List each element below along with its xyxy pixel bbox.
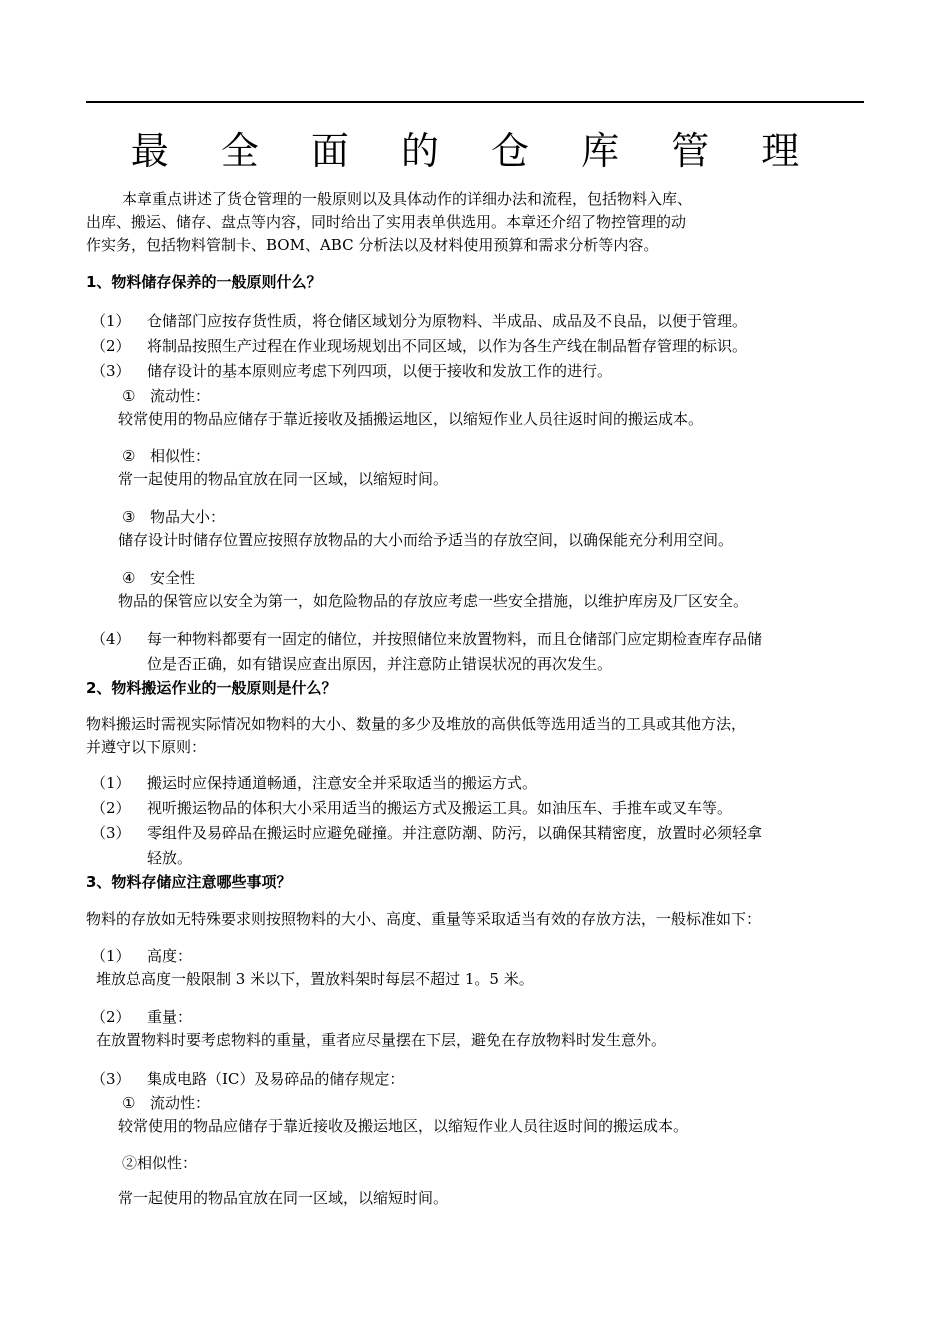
s1-item-3-number: （3）	[91, 362, 131, 380]
s1-sub-3-text: 储存设计时储存位置应按照存放物品的大小而给予适当的存放空间，以确保能充分利用空间。	[118, 531, 734, 549]
s3-item-3-number: （3）	[91, 1070, 131, 1088]
s1-item-2	[91, 336, 747, 356]
s2-item-1	[91, 773, 537, 793]
section-1-heading: 1、物料储存保养的一般原则什么？	[86, 273, 322, 291]
document-title: 最 全 面 的 仓 库 管 理	[130, 129, 820, 173]
s1-sub-4-text: 物品的保管应以安全为第一，如危险物品的存放应考虑一些安全措施，以维护库房及厂区安全。	[118, 592, 749, 610]
s1-sub-3-title: 物品大小：	[150, 508, 226, 526]
s1-sub-3-label	[122, 507, 225, 527]
s3-sub-2-label: ②相似性：	[122, 1154, 198, 1172]
header-rule	[86, 101, 864, 103]
s2-item-3-number: （3）	[91, 824, 131, 842]
s3-item-3-label	[91, 1069, 404, 1089]
intro-line-1: 本章重点讲述了货仓管理的一般原则以及具体动作的详细办法和流程，包括物料入库、	[122, 190, 693, 208]
s1-item-2-text: 将制品按照生产过程在作业现场规划出不同区域，以作为各生产线在制品暂存管理的标识。	[147, 337, 748, 355]
s1-sub-4-marker: ④	[122, 569, 136, 587]
s3-item-3-title: 集成电路（IC）及易碎品的储存规定：	[147, 1070, 405, 1088]
s2-item-3	[91, 823, 762, 843]
s3-item-2-text: 在放置物料时要考虑物料的重量，重者应尽量摆在下层，避免在存放物料时发生意外。	[96, 1031, 667, 1049]
s1-sub-4-label	[122, 568, 195, 588]
s2-item-2-text: 视听搬运物品的体积大小采用适当的搬运方式及搬运工具。如油压车、手推车或叉车等。	[147, 799, 733, 817]
s1-sub-1-label	[122, 386, 210, 406]
s1-item-4-text: 每一种物料都要有一固定的储位，并按照储位来放置物料，而且仓储部门应定期检查库存品储	[147, 630, 763, 648]
s3-paragraph: 物料的存放如无特殊要求则按照物料的大小、高度、重量等采取适当有效的存放方法，一般标准如下：	[86, 910, 762, 928]
intro-line-2: 出库、搬运、储存、盘点等内容，同时给出了实用表单供选用。本章还介绍了物控管理的动	[86, 213, 687, 231]
s1-item-1-text: 仓储部门应按存货性质，将仓储区域划分为原物料、半成品、成品及不良品，以便于管理。	[147, 312, 748, 330]
s1-sub-1-marker: ①	[122, 387, 136, 405]
s1-sub-2-label	[122, 446, 210, 466]
s2-paragraph-line-1: 物料搬运时需视实际情况如物料的大小、数量的多少及堆放的高供低等选用适当的工具或其他方法，	[86, 715, 747, 733]
s3-item-2-number: （2）	[91, 1008, 131, 1026]
s3-item-1-title: 高度：	[147, 947, 193, 965]
s3-item-1-text: 堆放总高度一般限制 3 米以下，置放料架时每层不超过 1。5 米。	[96, 970, 534, 988]
s3-item-2-label	[91, 1007, 192, 1027]
s1-item-4	[91, 629, 762, 649]
s2-paragraph-line-2: 并遵守以下原则：	[86, 738, 207, 756]
s2-item-3-text: 零组件及易碎品在搬运时应避免碰撞。并注意防潮、防污，以确保其精密度，放置时必须轻拿	[147, 824, 763, 842]
intro-line-3: 作实务，包括物料管制卡、BOM、ABC 分析法以及材料使用预算和需求分析等内容。	[86, 236, 659, 254]
s3-sub-1-title: 流动性：	[150, 1094, 211, 1112]
s1-item-4-number: （4）	[91, 630, 131, 648]
s3-sub-1-label	[122, 1093, 210, 1113]
s1-sub-4-title: 安全性	[150, 569, 196, 587]
s3-item-1-label	[91, 946, 192, 966]
s2-item-2-number: （2）	[91, 799, 131, 817]
s1-sub-2-marker: ②	[122, 447, 136, 465]
s1-sub-1-text: 较常使用的物品应储存于靠近接收及插搬运地区，以缩短作业人员往返时间的搬运成本。	[118, 410, 704, 428]
s2-item-1-number: （1）	[91, 774, 131, 792]
s1-sub-1-title: 流动性：	[150, 387, 211, 405]
s1-item-4-continuation: 位是否正确，如有错误应查出原因，并注意防止错误状况的再次发生。	[147, 655, 613, 673]
s1-sub-2-title: 相似性：	[150, 447, 211, 465]
section-3-heading: 3、物料存储应注意哪些事项？	[86, 873, 292, 891]
s3-item-2-title: 重量：	[147, 1008, 193, 1026]
s3-sub-1-marker: ①	[122, 1094, 136, 1112]
s2-item-3-continuation: 轻放。	[147, 849, 193, 867]
s3-sub-1-text: 较常使用的物品应储存于靠近接收及搬运地区，以缩短作业人员往返时间的搬运成本。	[118, 1117, 689, 1135]
s1-sub-3-marker: ③	[122, 508, 136, 526]
section-2-heading: 2、物料搬运作业的一般原则是什么？	[86, 679, 337, 697]
s3-sub-2-text: 常一起使用的物品宜放在同一区域，以缩短时间。	[118, 1189, 449, 1207]
s1-item-3	[91, 361, 612, 381]
s1-sub-2-text: 常一起使用的物品宜放在同一区域，以缩短时间。	[118, 470, 449, 488]
s2-item-1-text: 搬运时应保持通道畅通，注意安全并采取适当的搬运方式。	[147, 774, 538, 792]
s1-item-2-number: （2）	[91, 337, 131, 355]
s1-item-1	[91, 311, 747, 331]
s2-item-2	[91, 798, 732, 818]
s1-item-3-text: 储存设计的基本原则应考虑下列四项，以便于接收和发放工作的进行。	[147, 362, 613, 380]
s1-item-1-number: （1）	[91, 312, 131, 330]
s3-item-1-number: （1）	[91, 947, 131, 965]
